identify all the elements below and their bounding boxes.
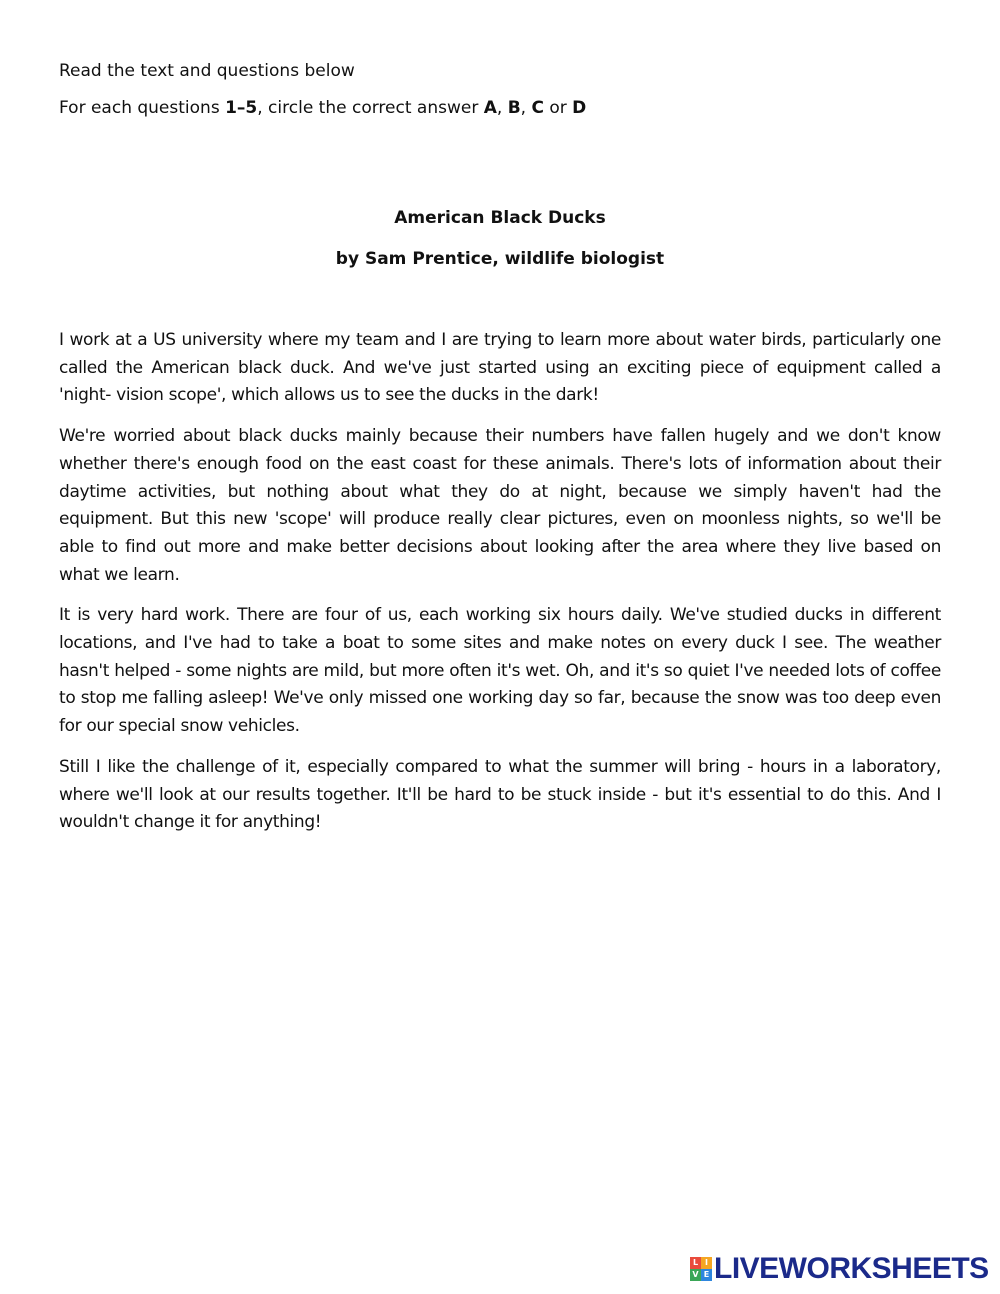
instruction-middle: , circle the correct answer	[257, 98, 484, 118]
separator-2: ,	[520, 98, 532, 118]
article-byline: by Sam Prentice, wildlife biologist	[335, 249, 665, 269]
question-range: 1–5	[225, 98, 258, 118]
article-paragraph: Still I like the challenge of it, especially compared to what the summer will bring - hours in a laboratory, where we'll look at our results together. It'll be hard to be stuck inside - but it's essential to do this. And I wouldn't change it for anything!	[59, 756, 941, 833]
article-paragraph: We're worried about black ducks mainly because their numbers have fallen hugely and we don't know whether there's enough food on the east coast for these animals. There's lots of information about their daytime activities, but nothing about what they do at night, because we simply haven't had the equipment. But this new 'scope' will produce really clear pictures, even on moonless nights, so we'll be able to find out more and make better decisions about looking after the area where they live based on what we learn.	[59, 426, 941, 585]
liveworksheets-logo	[690, 1252, 989, 1286]
logo-icon-letter: L	[690, 1257, 701, 1269]
instructions	[59, 60, 939, 134]
article-body	[59, 327, 941, 850]
logo-icon-letter: V	[690, 1269, 701, 1281]
logo-text: LIVEWORKSHEETS	[714, 1252, 989, 1285]
option-b: B	[507, 98, 521, 118]
separator-or: or	[543, 98, 573, 118]
instruction-prefix: For each questions	[59, 98, 226, 118]
article-title: American Black Ducks	[394, 208, 606, 228]
instruction-line-1: Read the text and questions below	[59, 61, 355, 81]
option-d: D	[572, 98, 587, 118]
liveworksheets-logo-icon	[690, 1257, 712, 1281]
separator-1: ,	[496, 98, 508, 118]
instruction-line-2	[59, 97, 939, 119]
option-c: C	[531, 98, 544, 118]
logo-icon-letter: I	[701, 1257, 712, 1269]
option-a: A	[483, 98, 497, 118]
article-paragraph: It is very hard work. There are four of us, each working six hours daily. We've studied ducks in different locations, and I've had to take a boat to some sites and make notes on every duck I see. The weather hasn't helped - some nights are mild, but more often it's wet. Oh, and it's so quiet I've needed lots of coffee to stop me falling asleep! We've only missed one working day so far, because the snow was too deep even for our special snow vehicles.	[59, 605, 941, 737]
article-paragraph: I work at a US university where my team and I are trying to learn more about water birds, particularly one called the American black duck. And we've just started using an exciting piece of equipment called a 'night- vision scope', which allows us to see the ducks in the dark!	[59, 330, 941, 406]
logo-icon-letter: E	[701, 1269, 712, 1281]
article-header	[0, 207, 1000, 270]
